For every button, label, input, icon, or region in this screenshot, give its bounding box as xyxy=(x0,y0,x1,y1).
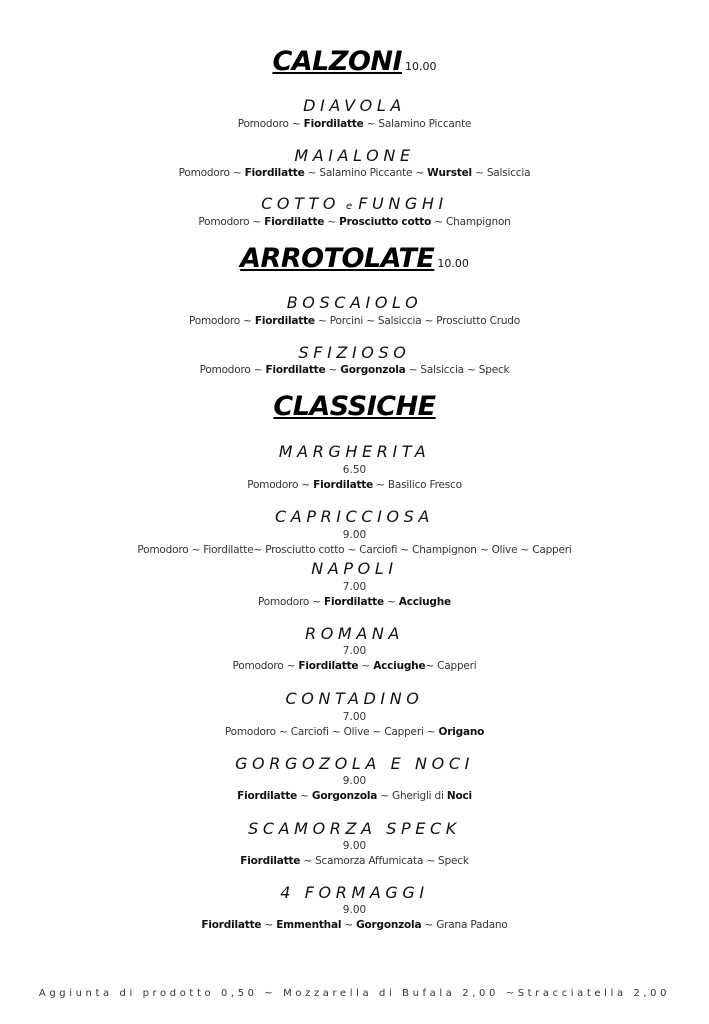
item-name-sfizioso: SFIZIOSO xyxy=(298,343,411,362)
item-name-maialone: MAIALONE xyxy=(294,146,415,165)
desc-part: ~ xyxy=(297,790,312,802)
desc-part: Pomodoro ~ xyxy=(178,167,245,179)
section-calzoni xyxy=(0,46,709,77)
desc-part: Fiordilatte xyxy=(264,216,325,228)
item-name-gorgozola-noci: GORGOZOLA E NOCI xyxy=(235,754,474,773)
desc-part: Fiordilatte xyxy=(303,118,364,130)
desc-part: Fiordilatte xyxy=(237,790,298,802)
desc-part: ~ xyxy=(383,596,399,608)
desc-part: Fiordilatte xyxy=(201,919,262,931)
section-title-arrotolate: ARROTOLATE xyxy=(240,243,435,274)
desc-part: ~ Champignon xyxy=(431,216,511,228)
item-name-contadino: CONTADINO xyxy=(285,689,424,708)
name-part: FUNGHI xyxy=(358,194,448,213)
desc-part: Wurstel xyxy=(427,167,472,179)
desc-part: Emmenthal xyxy=(276,919,342,931)
desc-part: ~ Scamorza Affumicata ~ Speck xyxy=(300,855,469,867)
desc-part: Noci xyxy=(446,790,472,802)
desc-part: ~ Grana Padano xyxy=(421,919,508,931)
name-part: e xyxy=(346,201,353,212)
item-name-napoli: NAPOLI xyxy=(311,559,398,578)
item-desc-maialone xyxy=(0,167,709,179)
desc-part: Fiordilatte xyxy=(313,479,374,491)
desc-part: Fiordilatte xyxy=(298,660,359,672)
section-arrotolate xyxy=(0,243,709,274)
desc-part: ~ Salsiccia xyxy=(471,167,531,179)
item-desc-diavola xyxy=(0,118,709,130)
desc-part: Gorgonzola xyxy=(356,919,422,931)
desc-part: Origano xyxy=(438,726,485,738)
desc-part: Gorgonzola xyxy=(340,364,406,376)
desc-part: Pomodoro ~ xyxy=(189,315,255,327)
item-price-romana: 7.00 xyxy=(342,645,367,657)
item-desc-capricciosa xyxy=(0,544,709,556)
desc-part: Pomodoro ~ xyxy=(258,596,324,608)
desc-part: ~ xyxy=(341,919,357,931)
desc-part: ~ Salamino Piccante xyxy=(363,118,472,130)
item-name-capricciosa: CAPRICCIOSA xyxy=(275,507,434,526)
item-desc-cotto-funghi xyxy=(0,216,709,228)
item-desc-boscaiolo xyxy=(0,315,709,327)
desc-part: Gorgonzola xyxy=(311,790,378,802)
item-price-contadino: 7.00 xyxy=(342,711,367,723)
name-part: COTTO xyxy=(261,194,341,213)
section-classiche xyxy=(0,391,709,422)
desc-part: Pomodoro ~ xyxy=(198,216,265,228)
desc-part: Fiordilatte xyxy=(254,315,315,327)
section-price-arrotolate: 10.00 xyxy=(437,257,469,270)
desc-part: Pomodoro ~ Fiordilatte~ Prosciutto cotto ~ Carciofi ~ Champignon ~ Olive ~ Capperi xyxy=(137,544,572,556)
desc-part: ~ Capperi xyxy=(425,660,477,672)
desc-part: Fiordilatte xyxy=(240,855,301,867)
desc-part: Fiordilatte xyxy=(244,167,305,179)
footer-extras: Aggiunta di prodotto 0,50 ~ Mozzarella di Bufala 2,00 ~Stracciatella 2,00 xyxy=(38,988,671,999)
desc-part: ~ Salsiccia ~ Speck xyxy=(405,364,510,376)
item-desc-romana xyxy=(0,660,709,672)
item-price-capricciosa: 9.00 xyxy=(342,529,367,541)
item-price-quattro-formaggi: 9.00 xyxy=(342,904,367,916)
item-name-scamorza-speck: SCAMORZA SPECK xyxy=(248,819,461,838)
desc-part: Fiordilatte xyxy=(323,596,384,608)
desc-part: Pomodoro ~ Carciofi ~ Olive ~ Capperi ~ xyxy=(224,726,439,738)
desc-part: ~ Salamino Piccante ~ xyxy=(304,167,428,179)
item-desc-napoli xyxy=(0,596,709,608)
section-title-classiche: CLASSICHE xyxy=(273,391,436,422)
section-title-calzoni: CALZONI xyxy=(272,46,403,77)
item-name-margherita: MARGHERITA xyxy=(278,442,431,461)
desc-part: ~ xyxy=(261,919,277,931)
item-name-boscaiolo: BOSCAIOLO xyxy=(286,293,423,312)
desc-part: Acciughe xyxy=(373,660,426,672)
desc-part: ~ Basilico Fresco xyxy=(373,479,462,491)
item-name-quattro-formaggi: 4 FORMAGGI xyxy=(280,883,429,902)
item-price-scamorza-speck: 9.00 xyxy=(342,840,367,852)
item-desc-margherita xyxy=(0,479,709,491)
desc-part: Pomodoro ~ xyxy=(237,118,304,130)
desc-part: Fiordilatte xyxy=(265,364,326,376)
item-name-cotto-funghi xyxy=(0,194,709,213)
item-name-diavola: DIAVOLA xyxy=(303,96,406,115)
desc-part: ~ Porcini ~ Salsiccia ~ Prosciutto Crudo xyxy=(314,315,520,327)
item-desc-quattro-formaggi xyxy=(0,919,709,931)
item-name-romana: ROMANA xyxy=(305,624,404,643)
item-desc-scamorza-speck xyxy=(0,855,709,867)
item-price-margherita: 6.50 xyxy=(342,464,367,476)
item-price-gorgozola-noci: 9.00 xyxy=(342,775,367,787)
item-price-napoli: 7.00 xyxy=(342,581,367,593)
desc-part: Acciughe xyxy=(398,596,451,608)
desc-part: ~ xyxy=(325,364,341,376)
item-desc-sfizioso xyxy=(0,364,709,376)
desc-part: ~ xyxy=(324,216,340,228)
item-desc-gorgozola-noci xyxy=(0,790,709,802)
desc-part: Pomodoro ~ xyxy=(199,364,266,376)
desc-part: ~ Gherigli di xyxy=(377,790,447,802)
desc-part: ~ xyxy=(358,660,374,672)
desc-part: Pomodoro ~ xyxy=(247,479,314,491)
desc-part: Pomodoro ~ xyxy=(232,660,299,672)
item-desc-contadino xyxy=(0,726,709,738)
section-price-calzoni: 10.00 xyxy=(405,60,437,73)
desc-part: Prosciutto cotto xyxy=(339,216,432,228)
